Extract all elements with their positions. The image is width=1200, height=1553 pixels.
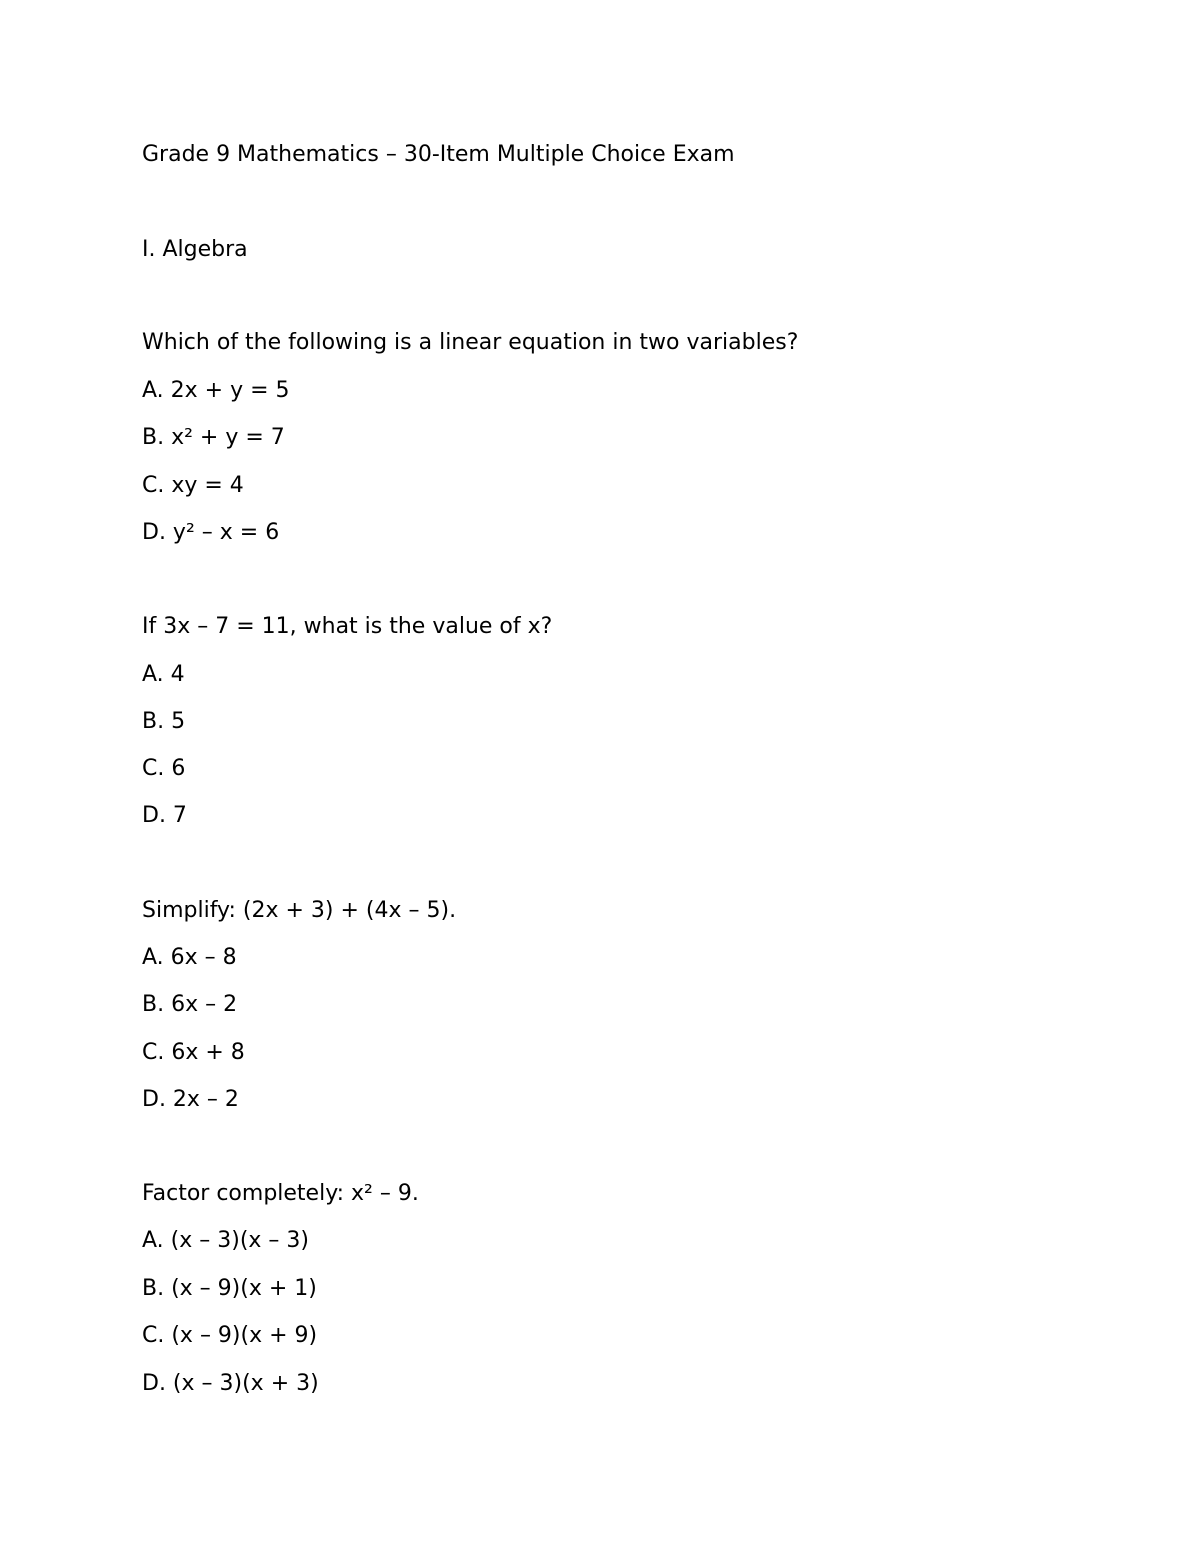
question-4-choice-a: A. (x – 3)(x – 3) xyxy=(142,1228,309,1253)
question-1-choice-a: A. 2x + y = 5 xyxy=(142,378,290,403)
question-1-text: Which of the following is a linear equation in two variables? xyxy=(142,330,799,355)
question-4-choice-d: D. (x – 3)(x + 3) xyxy=(142,1371,319,1396)
question-3-choice-b: B. 6x – 2 xyxy=(142,992,238,1017)
question-3-choice-d: D. 2x – 2 xyxy=(142,1087,239,1112)
question-3-choice-c: C. 6x + 8 xyxy=(142,1040,245,1065)
question-2-choice-c: C. 6 xyxy=(142,756,186,781)
question-2-text: If 3x – 7 = 11, what is the value of x? xyxy=(142,614,553,639)
question-4-choice-c: C. (x – 9)(x + 9) xyxy=(142,1323,318,1348)
question-3-choice-a: A. 6x – 8 xyxy=(142,945,237,970)
question-1-choice-d: D. y² – x = 6 xyxy=(142,520,280,545)
question-2-choice-a: A. 4 xyxy=(142,662,185,687)
question-2-choice-b: B. 5 xyxy=(142,709,186,734)
question-3-text: Simplify: (2x + 3) + (4x – 5). xyxy=(142,898,457,923)
question-2-choice-d: D. 7 xyxy=(142,803,187,828)
exam-title: Grade 9 Mathematics – 30-Item Multiple Choice Exam xyxy=(142,142,735,167)
question-4-text: Factor completely: x² – 9. xyxy=(142,1181,419,1206)
question-1-choice-b: B. x² + y = 7 xyxy=(142,425,285,450)
question-4-choice-b: B. (x – 9)(x + 1) xyxy=(142,1276,317,1301)
section-heading: I. Algebra xyxy=(142,237,248,262)
question-1-choice-c: C. xy = 4 xyxy=(142,473,244,498)
